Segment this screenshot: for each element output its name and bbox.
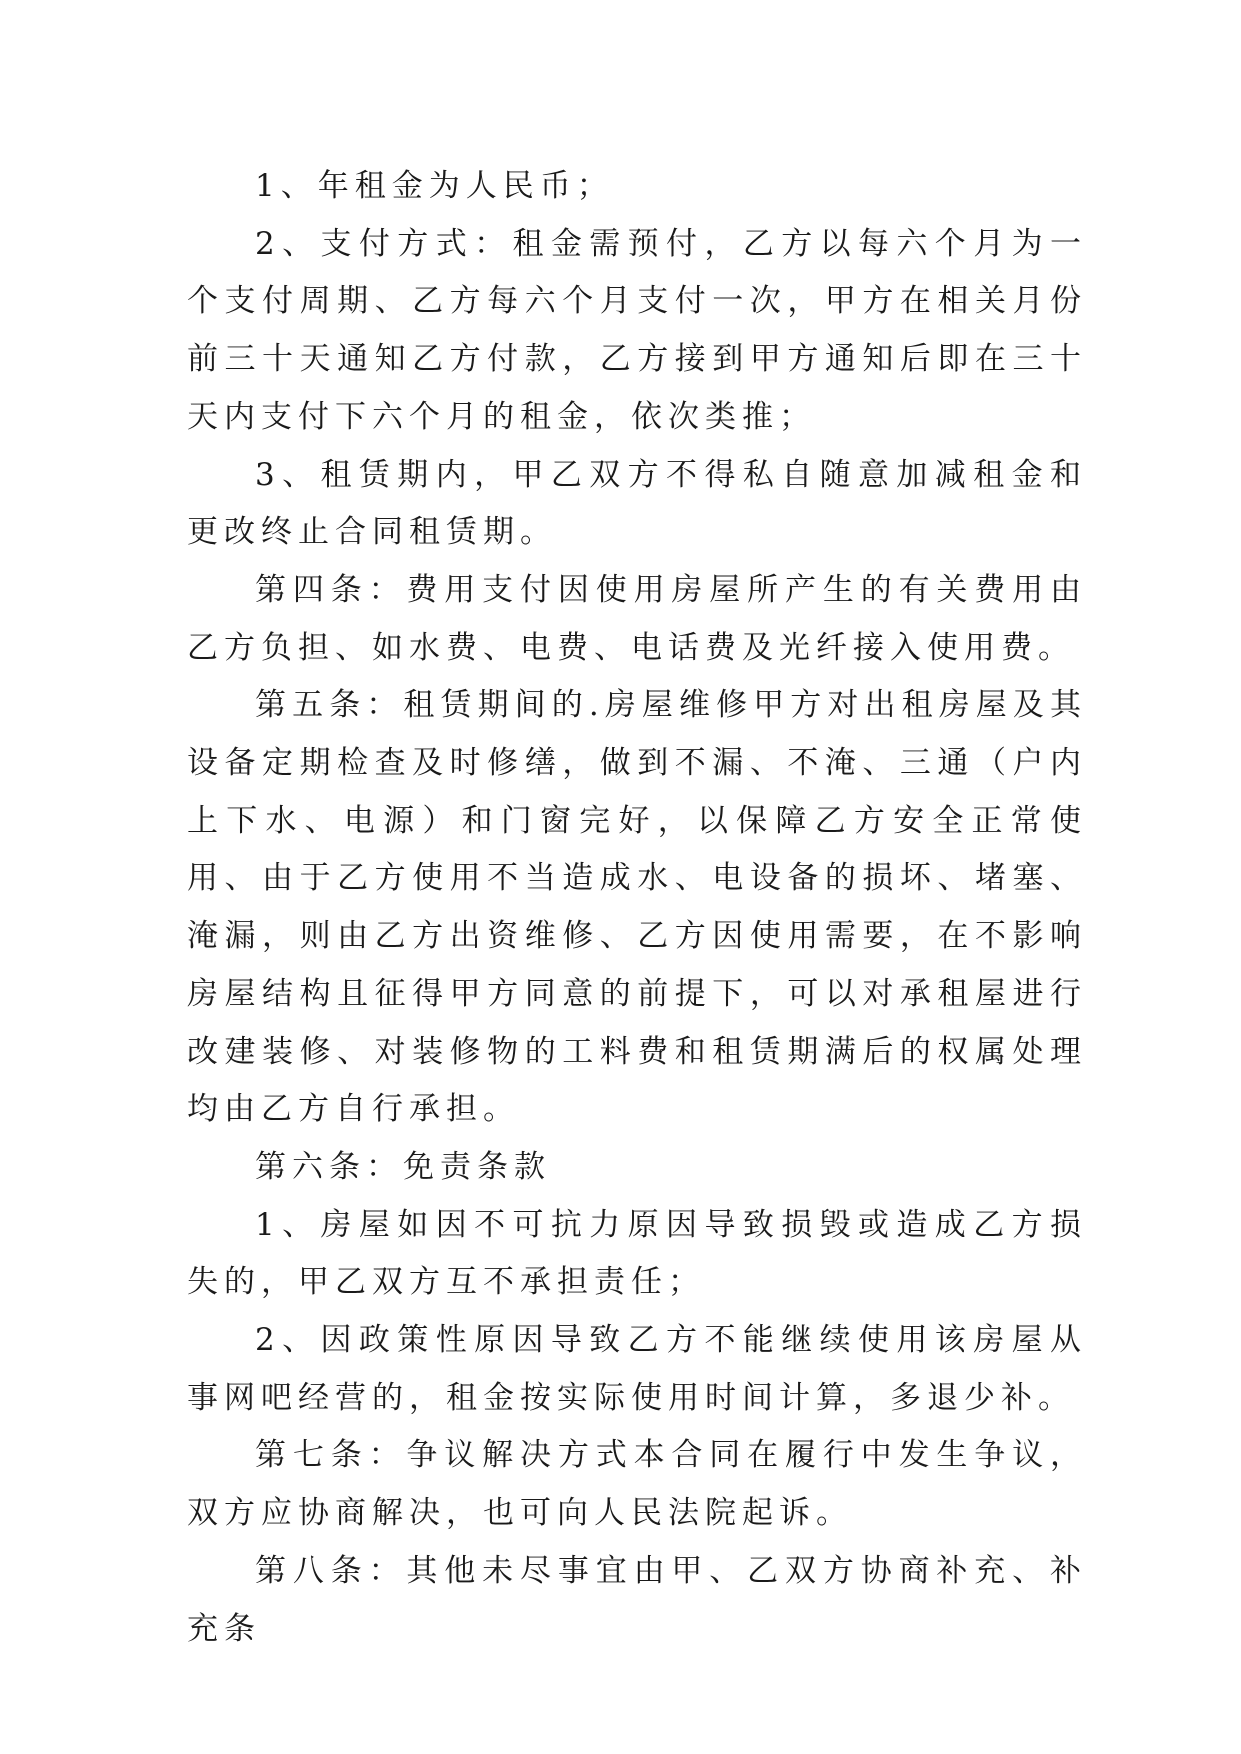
paragraph-policy-reasons: 2、因政策性原因导致乙方不能继续使用该房屋从事网吧经营的，租金按实际使用时间计算，多退少补。 [187,1322,1087,1416]
paragraph-force-majeure: 1、房屋如因不可抗力原因导致损毁或造成乙方损失的，甲乙双方互不承担责任； [187,1206,1087,1301]
paragraph-payment-method: 2、支付方式：租金需预付，乙方以每六个月为一个支付周期、乙方每六个月支付一次，甲方在相关月份前三十天通知乙方付款，乙方接到甲方通知后即在三十天内支付下六个月的租金，依次类推； [187,225,1087,435]
paragraph-article-6-heading: 第六条：免责条款 [255,1148,551,1185]
paragraph-article-7: 第七条：争议解决方式本合同在履行中发生争议，双方应协商解决，也可向人民法院起诉。 [187,1437,1087,1532]
document-body [187,158,1087,1658]
paragraph-article-4: 第四条：费用支付因使用房屋所产生的有关费用由乙方负担、如水费、电费、电话费及光纤接入使用费。 [187,571,1087,666]
paragraph-rent-fixed: 3、租赁期内，甲乙双方不得私自随意加减租金和更改终止合同租赁期。 [187,456,1087,551]
paragraph-rent-amount: 1、年租金为人民币； [255,168,614,204]
paragraph-article-8: 第八条：其他未尽事宜由甲、乙双方协商补充、补充条 [187,1552,1087,1647]
paragraph-article-5: 第五条：租赁期间的.房屋维修甲方对出租房屋及其设备定期检查及时修缮，做到不漏、不淹、三通（户内上下水、电源）和门窗完好，以保障乙方安全正常使用、由于乙方使用不当造成水、电设备的损坏、堵塞、淹漏，则由乙方出资维修、乙方因使用需要，在不影响房屋结构且征得甲方同意的前提下，可以对承租屋进行改建装修、对装修物的工料费和租赁期满后的权属处理均由乙方自行承担。 [187,687,1087,1128]
